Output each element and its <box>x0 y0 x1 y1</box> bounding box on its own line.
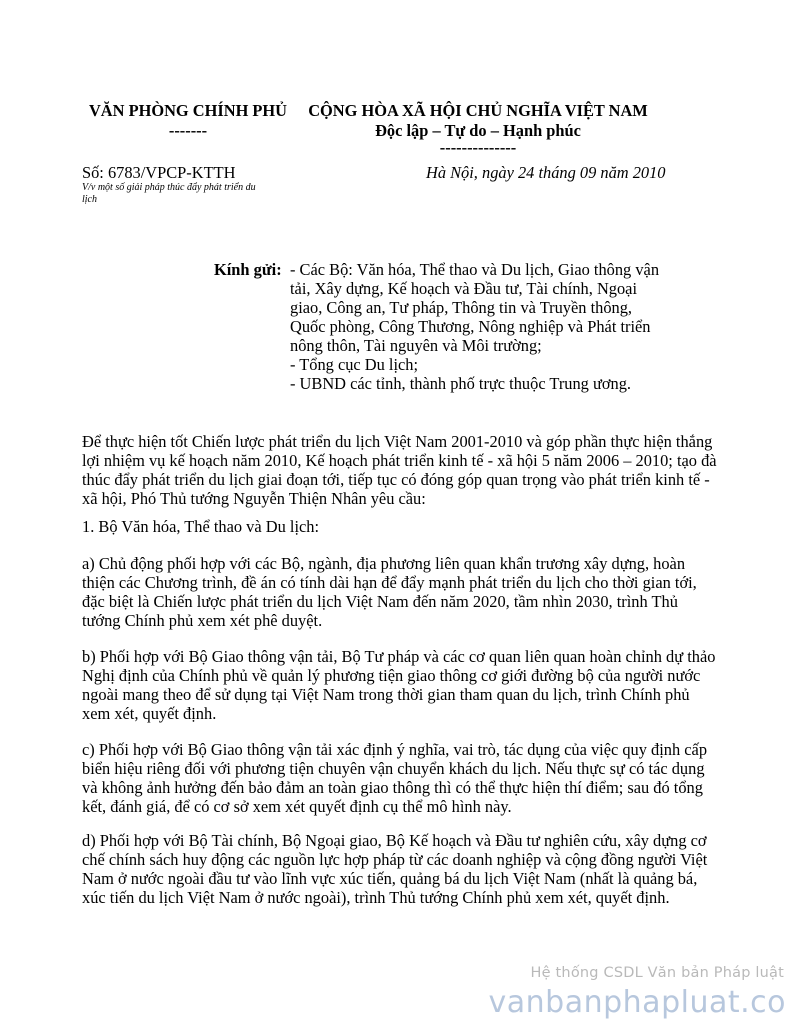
watermark-caption: Hệ thống CSDL Văn bản Pháp luật <box>530 965 784 981</box>
recipient-line: - UBND các tỉnh, thành phố trực thuộc Trung ương. <box>290 374 632 393</box>
paragraph-line: c) Phối hợp với Bộ Giao thông vận tải xác định ý nghĩa, vai trò, tác dụng của việc quy định cấp <box>82 740 708 759</box>
document-subject <box>82 182 302 206</box>
paragraph-line: Nam ở nước ngoài đầu tư vào lĩnh vực xúc tiến, quảng bá du lịch Việt Nam (nhất là quảng bá, <box>82 869 698 888</box>
paragraph-line: xúc tiến du lịch Việt Nam ở nước ngoài), trình Thủ tướng Chính phủ xem xét, quyết định. <box>82 888 670 907</box>
subject-line: V/v một số giải pháp thúc đẩy phát triển du <box>82 182 256 193</box>
recipient-line: - Tổng cục Du lịch; <box>290 355 419 374</box>
paragraph-line: Để thực hiện tốt Chiến lược phát triển du lịch Việt Nam 2001-2010 và góp phần thực hiện thắng <box>82 432 713 451</box>
paragraph-line: xem xét, quyết định. <box>82 704 217 723</box>
document-number: Số: 6783/VPCP-KTTH <box>82 163 236 182</box>
recipients-label: Kính gửi: <box>214 260 282 279</box>
recipient-line: - Các Bộ: Văn hóa, Thể thao và Du lịch, Giao thông vận <box>290 260 660 279</box>
recipient-line: Quốc phòng, Công Thương, Nông nghiệp và Phát triển <box>290 317 651 336</box>
motto-rule: -------------- <box>439 138 517 157</box>
paragraph-line: a) Chủ động phối hợp với các Bộ, ngành, địa phương liên quan khẩn trương xây dựng, hoàn <box>82 554 686 573</box>
place-date: Hà Nội, ngày 24 tháng 09 năm 2010 <box>426 163 666 182</box>
paragraph-line: thiện các Chương trình, đề án có tính dài hạn để đẩy mạnh phát triển du lịch cho thời gian tới, <box>82 573 697 592</box>
paragraph-line: và không ảnh hưởng đến bảo đảm an toàn giao thông thì có thể thực hiện thí điểm; sau đó tổng <box>82 778 703 797</box>
paragraph-line: Nghị định của Chính phủ về quản lý phương tiện giao thông cơ giới đường bộ của người nước <box>82 666 701 685</box>
paragraph-line: b) Phối hợp với Bộ Giao thông vận tải, Bộ Tư pháp và các cơ quan liên quan hoàn chỉnh dự thảo <box>82 647 716 666</box>
agency-rule: ------- <box>168 121 208 140</box>
paragraph-line: tướng Chính phủ xem xét phê duyệt. <box>82 611 323 630</box>
paragraph-line: thúc đẩy phát triển du lịch giai đoạn tới, tiếp tục có đóng góp quan trọng vào phát triển kinh tế - <box>82 470 710 489</box>
paragraph-line: xã hội, Phó Thủ tướng Nguyễn Thiện Nhân yêu cầu: <box>82 489 426 508</box>
paragraph-line: biển hiệu riêng đối với phương tiện chuyên vận chuyển khách du lịch. Nếu thực sự có tác dụng <box>82 759 705 778</box>
recipient-line: nông thôn, Tài nguyên và Môi trường; <box>290 336 542 355</box>
paragraph-line: kết, đánh giá, để có cơ sở xem xét quyết định cụ thể mô hình này. <box>82 797 512 816</box>
paragraph-line: 1. Bộ Văn hóa, Thể thao và Du lịch: <box>82 517 320 536</box>
paragraph-line: ngoài mang theo để sử dụng tại Việt Nam trong thời gian tham quan du lịch, trình Chính phủ <box>82 685 690 704</box>
watermark-site: vanbanphapluat.co <box>488 985 786 1020</box>
subject-line: lịch <box>82 194 97 205</box>
recipient-line: tải, Xây dựng, Kế hoạch và Đầu tư, Tài chính, Ngoại <box>290 279 638 298</box>
national-title: CỘNG HÒA XÃ HỘI CHỦ NGHĨA VIỆT NAM <box>308 101 648 120</box>
national-motto: Độc lập – Tự do – Hạnh phúc <box>375 121 581 140</box>
item-c-paragraph <box>82 740 722 820</box>
section-heading-1 <box>82 517 722 537</box>
item-a-paragraph <box>82 554 722 634</box>
paragraph-line: đặc biệt là Chiến lược phát triển du lịch Việt Nam đến năm 2020, tầm nhìn 2030, trình Thủ <box>82 592 678 611</box>
intro-paragraph <box>82 432 722 512</box>
recipients-list <box>290 260 670 400</box>
paragraph-line: chế chính sách huy động các nguồn lực hợp pháp từ các doanh nghiệp và cộng đồng người Việt <box>82 850 708 869</box>
paragraph-line: lợi nhiệm vụ kế hoạch năm 2010, Kế hoạch phát triển kinh tế - xã hội 5 năm 2006 – 2010; tạo đà <box>82 451 717 470</box>
recipient-line: giao, Công an, Tư pháp, Thông tin và Truyền thông, <box>290 298 633 317</box>
issuing-agency: VĂN PHÒNG CHÍNH PHỦ <box>88 101 288 120</box>
item-b-paragraph <box>82 647 722 727</box>
paragraph-line: d) Phối hợp với Bộ Tài chính, Bộ Ngoại giao, Bộ Kế hoạch và Đầu tư nghiên cứu, xây dựng cơ <box>82 831 707 850</box>
item-d-paragraph <box>82 831 722 911</box>
